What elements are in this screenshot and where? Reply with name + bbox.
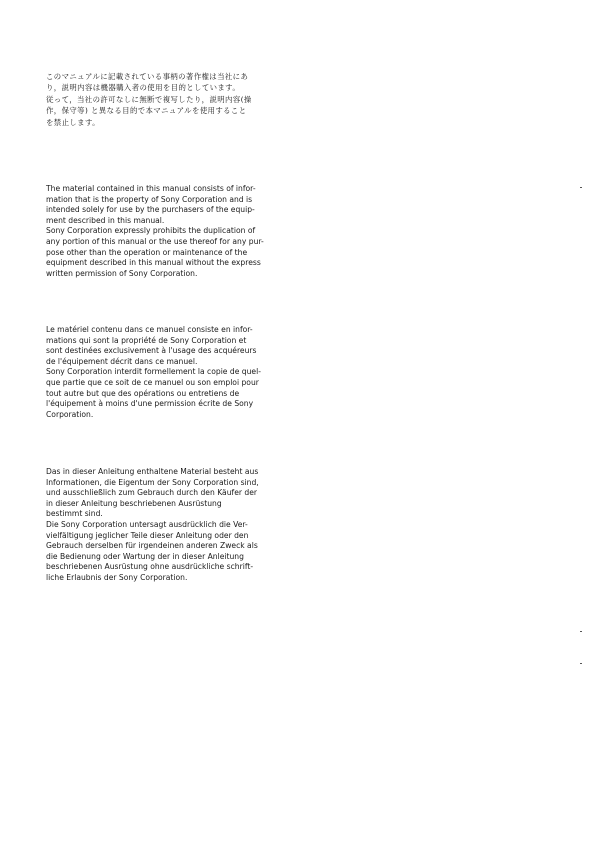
scan-speck bbox=[580, 631, 582, 632]
notice-line: Sony Corporation expressly prohibits the duplication of bbox=[46, 226, 256, 236]
notice-line: Informationen, die Eigentum der Sony Corporation sind, bbox=[46, 477, 259, 487]
notice-line: Corporation. bbox=[46, 409, 94, 419]
scan-speck bbox=[580, 187, 582, 188]
notice-line: ment described in this manual. bbox=[46, 215, 165, 225]
notice-line: any portion of this manual or the use thereof for any pur- bbox=[46, 236, 264, 246]
notice-line: sont destinées exclusivement à l'usage des acquéreurs bbox=[46, 346, 257, 356]
notice-line: que partie que ce soit de ce manuel ou son emploi pour bbox=[46, 377, 259, 387]
notice-line: liche Erlaubnis der Sony Corporation. bbox=[46, 572, 188, 582]
notice-line: Le matériel contenu dans ce manuel consiste en infor- bbox=[46, 325, 253, 334]
notice-line: und ausschließlich zum Gebrauch durch den Käufer der bbox=[46, 488, 258, 498]
copyright-notice-english bbox=[46, 184, 288, 279]
notice-line: de l'équipement décrit dans ce manuel. bbox=[46, 356, 198, 366]
copyright-notice-japanese bbox=[46, 71, 288, 128]
notice-line: Das in dieser Anleitung enthaltene Material besteht aus bbox=[46, 467, 259, 476]
notice-line: 従って，当社の許可なしに無断で複写したり，説明内容(操 bbox=[46, 94, 252, 104]
notice-line: を禁止します。 bbox=[46, 117, 100, 127]
notice-line: pose other than the operation or maintenance of the bbox=[46, 247, 248, 257]
notice-line: Sony Corporation interdit formellement la copie de quel- bbox=[46, 367, 261, 377]
notice-line: beschriebenen Ausrüstung ohne ausdrückliche schrift- bbox=[46, 562, 254, 572]
notice-line: mation that is the property of Sony Corporation and is bbox=[46, 194, 253, 204]
notice-line: equipment described in this manual without the express bbox=[46, 258, 261, 268]
notice-line: Die Sony Corporation untersagt ausdrücklich die Ver- bbox=[46, 519, 248, 529]
copyright-notice-german bbox=[46, 467, 288, 584]
notice-line: mations qui sont la propriété de Sony Corporation et bbox=[46, 335, 247, 345]
notice-line: in dieser Anleitung beschriebenen Ausrüstung bbox=[46, 498, 222, 508]
notice-line: Gebrauch derselben für irgendeinen anderen Zweck als bbox=[46, 541, 258, 551]
notice-line: written permission of Sony Corporation. bbox=[46, 268, 198, 278]
copyright-notice-french bbox=[46, 325, 288, 420]
notice-line: l'équipement à moins d'une permission écrite de Sony bbox=[46, 399, 254, 409]
notice-line: り，説明内容は機器購入者の使用を目的としています。 bbox=[46, 83, 241, 93]
notice-line: 作，保守等) と異なる目的で本マニュアルを使用すること bbox=[46, 106, 247, 116]
notice-line: die Bedienung oder Wartung der in dieser Anleitung bbox=[46, 551, 244, 561]
notice-line: このマニュアルに記載されている事柄の著作権は当社にあ bbox=[46, 72, 249, 81]
notice-line: intended solely for use by the purchasers of the equip- bbox=[46, 205, 255, 215]
notice-line: vielfältigung jeglicher Teile dieser Anleitung oder den bbox=[46, 530, 249, 540]
scan-speck bbox=[580, 663, 582, 664]
notice-line: tout autre but que des opérations ou entretiens de bbox=[46, 388, 240, 398]
notice-line: The material contained in this manual consists of infor- bbox=[46, 184, 256, 193]
notice-line: bestimmt sind. bbox=[46, 509, 103, 519]
